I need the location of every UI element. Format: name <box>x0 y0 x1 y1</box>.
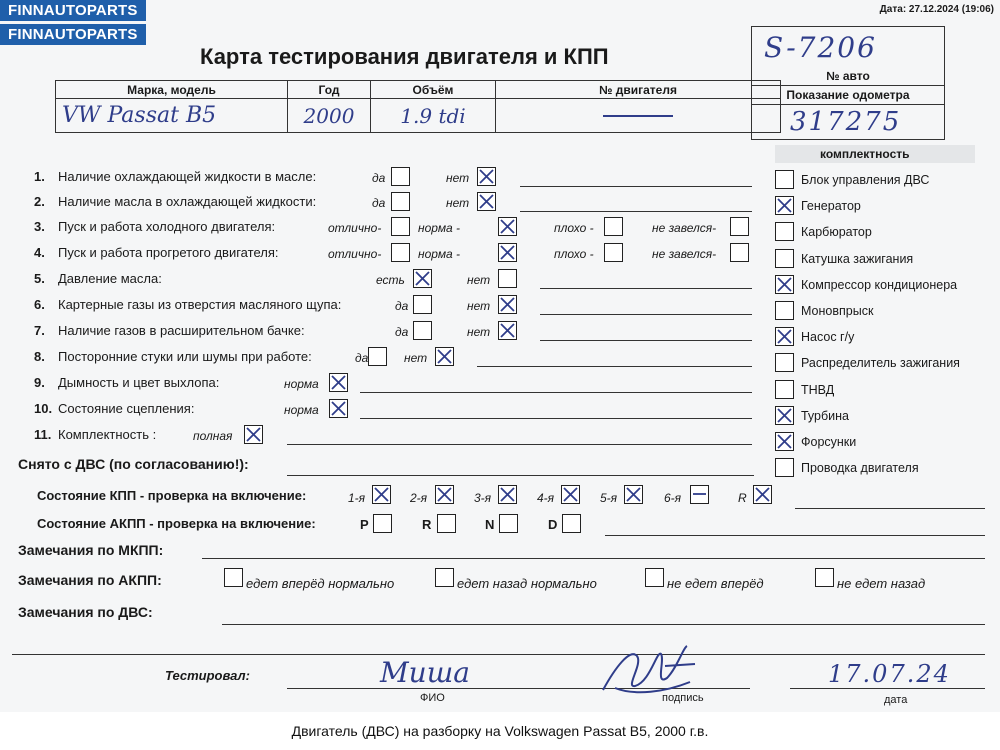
option-label: плохо - <box>554 221 594 235</box>
option-checkbox[interactable] <box>498 295 517 314</box>
remarks-dvs-label: Замечания по ДВС: <box>18 604 153 620</box>
check-label: Наличие охлаждающей жидкости в масле: <box>58 169 317 184</box>
answer-line <box>360 392 752 393</box>
option-checkbox[interactable] <box>477 192 496 211</box>
gear-checkbox[interactable] <box>624 485 643 504</box>
complete-checkbox[interactable] <box>775 196 794 215</box>
complete-item-label: Проводка двигателя <box>801 461 919 476</box>
option-checkbox[interactable] <box>391 217 410 236</box>
answer-line <box>477 366 752 367</box>
check-mark-icon <box>625 486 642 503</box>
page-title: Карта тестирования двигателя и КПП <box>200 44 609 69</box>
option-label: да <box>355 351 369 365</box>
removed-label: Снято с ДВС (по согласованию!): <box>18 456 249 472</box>
option-checkbox[interactable] <box>730 243 749 262</box>
akpp-remark-label: едет назад нормально <box>457 576 597 591</box>
complete-checkbox[interactable] <box>775 458 794 477</box>
option-checkbox[interactable] <box>604 243 623 262</box>
check-label: Картерные газы из отверстия масляного щупа: <box>58 297 342 312</box>
akpp-mode-checkbox[interactable] <box>437 514 456 533</box>
answer-line <box>540 340 752 341</box>
complete-item-label: Карбюратор <box>801 225 872 240</box>
option-checkbox[interactable] <box>391 167 410 186</box>
check-mark-icon <box>436 486 453 503</box>
option-label: есть <box>376 273 405 287</box>
option-label: да <box>395 325 409 339</box>
akpp-remark-label: не едет назад <box>837 576 926 591</box>
complete-item-label: Генератор <box>801 199 861 214</box>
brand-value: VW Passat B5 <box>62 103 217 128</box>
check-mark-icon <box>776 328 793 345</box>
dash-mark-icon <box>691 486 708 503</box>
complete-checkbox[interactable] <box>775 327 794 346</box>
option-label: норма <box>284 403 319 417</box>
check-label: Пуск и работа прогретого двигателя: <box>58 245 279 260</box>
auto-info-box <box>751 26 945 140</box>
gear-label: 4-я <box>537 491 555 505</box>
check-number: 4. <box>34 245 45 260</box>
option-label: отлично- <box>328 247 382 261</box>
gear-checkbox[interactable] <box>753 485 772 504</box>
check-mark-icon <box>373 486 390 503</box>
option-label: не завелся- <box>652 247 717 261</box>
check-label: Давление масла: <box>58 271 162 286</box>
print-date: Дата: 27.12.2024 (19:06) <box>879 4 994 15</box>
volume-value: 1.9 tdi <box>400 103 466 128</box>
akpp-remark-label: едет вперёд нормально <box>246 576 395 591</box>
date-value: 17.07.24 <box>828 660 951 688</box>
akpp-mode-checkbox[interactable] <box>373 514 392 533</box>
akpp-mode-checkbox[interactable] <box>499 514 518 533</box>
check-number: 5. <box>34 271 45 286</box>
akpp-mode-label: D <box>548 517 558 532</box>
option-checkbox[interactable] <box>329 373 348 392</box>
option-label: норма <box>284 377 319 391</box>
gear-checkbox[interactable] <box>498 485 517 504</box>
complete-item-label: Форсунки <box>801 435 857 449</box>
remarks-akpp-label: Замечания по АКПП: <box>18 572 162 588</box>
check-mark-icon <box>776 276 793 293</box>
check-label: Комплектность : <box>58 427 157 442</box>
option-label: отлично- <box>328 221 382 235</box>
complete-checkbox[interactable] <box>775 275 794 294</box>
check-mark-icon <box>245 426 262 443</box>
signature-image <box>595 638 705 698</box>
option-label: нет <box>446 196 470 210</box>
answer-line <box>540 314 752 315</box>
check-mark-icon <box>499 244 516 261</box>
check-number: 6. <box>34 297 45 312</box>
check-mark-icon <box>776 433 793 450</box>
auto-no-label: № авто <box>826 69 870 83</box>
gear-label: 3-я <box>474 491 492 505</box>
option-checkbox[interactable] <box>329 399 348 418</box>
gear-checkbox[interactable] <box>690 485 709 504</box>
check-mark-icon <box>478 193 495 210</box>
option-checkbox[interactable] <box>477 167 496 186</box>
check-mark-icon <box>499 322 516 339</box>
option-checkbox[interactable] <box>498 243 517 262</box>
complete-checkbox[interactable] <box>775 249 794 268</box>
answer-line <box>520 186 752 187</box>
akpp-remark-checkbox[interactable] <box>645 568 664 587</box>
akpp-line <box>605 535 985 536</box>
check-mark-icon <box>754 486 771 503</box>
divider <box>752 85 944 86</box>
option-label: да <box>395 299 409 313</box>
option-checkbox[interactable] <box>498 321 517 340</box>
auto-no-value: S-7206 <box>764 31 877 64</box>
check-mark-icon <box>330 374 347 391</box>
option-label: да <box>372 196 386 210</box>
complete-checkbox[interactable] <box>775 170 794 189</box>
option-checkbox[interactable] <box>498 269 517 288</box>
gear-label: 6-я <box>664 491 682 505</box>
option-label: нет <box>467 299 491 313</box>
remarks-mkpp-line <box>202 558 985 559</box>
check-mark-icon <box>776 407 793 424</box>
col-brand-label: Марка, модель <box>127 82 216 97</box>
col-year-label: Год <box>318 82 340 97</box>
check-mark-icon <box>499 486 516 503</box>
check-number: 11. <box>34 427 52 442</box>
check-mark-icon <box>562 486 579 503</box>
remarks-dvs-line <box>222 624 985 625</box>
option-label: не завелся- <box>652 221 717 235</box>
option-checkbox[interactable] <box>604 217 623 236</box>
image-caption: Двигатель (ДВС) на разборку на Volkswagen Passat B5, 2000 г.в. <box>0 712 1000 750</box>
check-number: 10. <box>34 401 53 416</box>
option-checkbox[interactable] <box>391 243 410 262</box>
remarks-extra-line <box>12 654 985 655</box>
check-number: 2. <box>34 194 45 209</box>
complete-title: комплектность <box>820 147 910 161</box>
complete-item-label: Насос г/у <box>801 330 855 345</box>
complete-item-label: Турбина <box>801 408 849 423</box>
year-value: 2000 <box>303 103 355 128</box>
sign-label: подпись <box>662 692 704 704</box>
akpp-mode-checkbox[interactable] <box>562 514 581 533</box>
option-label: да <box>372 171 386 185</box>
option-checkbox[interactable] <box>413 269 432 288</box>
complete-item-label: Компрессор кондиционера <box>801 277 958 292</box>
check-label: Посторонние стуки или шумы при работе: <box>58 349 312 364</box>
gear-checkbox[interactable] <box>561 485 580 504</box>
gear-label: 1-я <box>348 491 366 505</box>
check-label: Наличие газов в расширительном бачке: <box>58 323 305 338</box>
answer-line <box>360 418 752 419</box>
col-volume-label: Объём <box>412 82 454 97</box>
option-label: нет <box>404 351 428 365</box>
watermark-logo-2: FINNAUTOPARTS <box>0 24 146 45</box>
akpp-mode-label: N <box>485 517 495 532</box>
odometer-label: Показание одометра <box>786 88 910 102</box>
check-label: Наличие масла в охлаждающей жидкости: <box>58 194 317 209</box>
check-number: 9. <box>34 375 45 390</box>
kpp-line <box>795 508 985 509</box>
complete-checkbox[interactable] <box>775 380 794 399</box>
date-label: дата <box>884 694 908 706</box>
check-label: Дымность и цвет выхлопа: <box>58 375 220 390</box>
odometer-value: 317275 <box>790 107 902 137</box>
check-number: 7. <box>34 323 45 338</box>
col-engine-no-label: № двигателя <box>599 82 677 97</box>
option-checkbox[interactable] <box>498 217 517 236</box>
complete-checkbox[interactable] <box>775 432 794 451</box>
header-table <box>55 80 781 133</box>
complete-item-label: Блок управления ДВС <box>801 173 930 187</box>
check-mark-icon <box>499 296 516 313</box>
check-number: 8. <box>34 349 45 364</box>
gear-label: R <box>738 491 747 505</box>
complete-item-label: Катушка зажигания <box>801 251 914 266</box>
option-checkbox[interactable] <box>391 192 410 211</box>
akpp-mode-label: R <box>422 517 432 532</box>
option-checkbox[interactable] <box>730 217 749 236</box>
check-mark-icon <box>478 168 495 185</box>
complete-item-label: Распределитель зажигания <box>801 356 960 371</box>
option-label: нет <box>467 325 491 339</box>
check-mark-icon <box>436 348 453 365</box>
complete-item-label: ТНВД <box>801 382 835 397</box>
complete-item-label: Моновпрыск <box>801 304 874 318</box>
gear-checkbox[interactable] <box>435 485 454 504</box>
check-label: Пуск и работа холодного двигателя: <box>58 219 276 234</box>
option-label: нет <box>446 171 470 185</box>
akpp-remark-label: не едет вперёд <box>667 576 764 591</box>
akpp-remark-checkbox[interactable] <box>224 568 243 587</box>
answer-line <box>520 211 752 212</box>
watermark-logo-1: FINNAUTOPARTS <box>0 0 146 21</box>
check-mark-icon <box>330 400 347 417</box>
complete-checkbox[interactable] <box>775 301 794 320</box>
answer-line <box>540 288 752 289</box>
option-checkbox[interactable] <box>435 347 454 366</box>
complete-checkbox[interactable] <box>775 406 794 425</box>
remarks-mkpp-label: Замечания по МКПП: <box>18 542 164 558</box>
akpp-label: Состояние АКПП - проверка на включение: <box>37 516 316 531</box>
option-label: норма - <box>418 247 461 261</box>
date-line <box>790 688 985 689</box>
removed-line <box>287 475 754 476</box>
check-mark-icon <box>499 218 516 235</box>
tested-label: Тестировал: <box>165 668 250 683</box>
fio-label: ФИО <box>420 692 445 704</box>
option-label: полная <box>193 429 233 443</box>
fio-value: Миша <box>380 656 470 689</box>
option-checkbox[interactable] <box>368 347 387 366</box>
engine-no-dash <box>603 115 673 117</box>
akpp-remark-checkbox[interactable] <box>815 568 834 587</box>
akpp-mode-label: P <box>360 517 369 532</box>
complete-checkbox[interactable] <box>775 353 794 372</box>
gear-label: 2-я <box>410 491 428 505</box>
check-label: Состояние сцепления: <box>58 401 195 416</box>
divider <box>752 104 944 105</box>
option-checkbox[interactable] <box>413 321 432 340</box>
option-checkbox[interactable] <box>244 425 263 444</box>
check-mark-icon <box>776 197 793 214</box>
check-mark-icon <box>414 270 431 287</box>
option-checkbox[interactable] <box>413 295 432 314</box>
option-label: нет <box>467 273 491 287</box>
option-label: норма - <box>418 221 461 235</box>
complete-checkbox[interactable] <box>775 222 794 241</box>
gear-checkbox[interactable] <box>372 485 391 504</box>
check-number: 3. <box>34 219 45 234</box>
akpp-remark-checkbox[interactable] <box>435 568 454 587</box>
check-number: 1. <box>34 169 45 184</box>
kpp-label: Состояние КПП - проверка на включение: <box>37 488 307 503</box>
gear-label: 5-я <box>600 491 618 505</box>
answer-line <box>287 444 752 445</box>
option-label: плохо - <box>554 247 594 261</box>
